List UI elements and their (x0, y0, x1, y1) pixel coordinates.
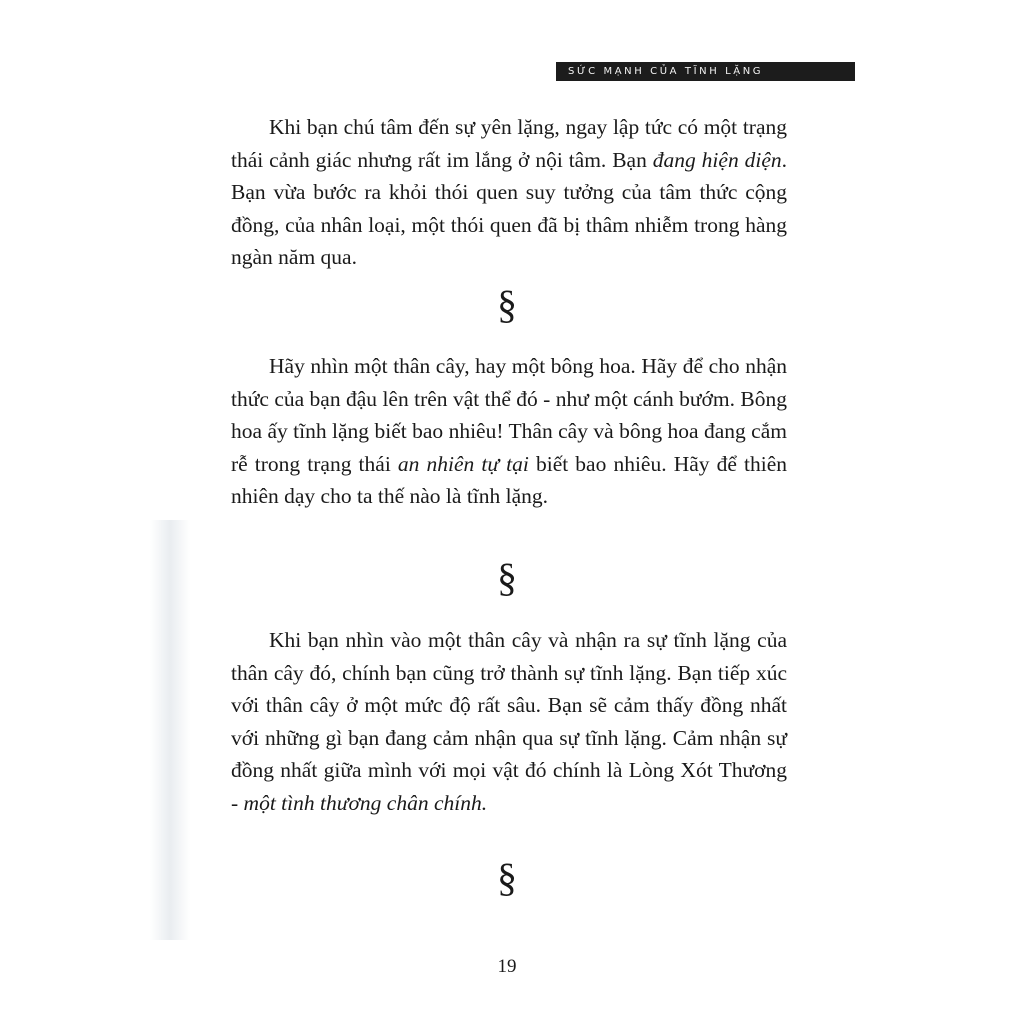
paragraph-run: . Bạn vừa bước ra khỏi thói quen suy tưởng của tâm thức cộng đồng, của nhân loại, một thói quen đã bị thâm nhiễm trong hàng ngàn năm qua. (231, 147, 787, 269)
page-number: 19 (497, 956, 517, 977)
section-separator: § (497, 855, 517, 900)
paragraph-run-italic: an nhiên tự tại (397, 451, 529, 476)
section-separator: § (497, 555, 517, 600)
paragraph-1 (231, 111, 787, 274)
paragraph-run: Hãy nhìn một thân cây, hay một bông hoa. Hãy để cho nhận thức của bạn đậu lên trên vật thể đó - như một cánh bướm. Bông hoa ấy tĩnh lặng biết bao nhiêu! Thân cây và bông hoa đang cắm rễ trong trạng thái (231, 354, 787, 476)
paragraph-run: Khi bạn nhìn vào một thân cây và nhận ra sự tĩnh lặng của thân cây đó, chính bạn cũng trở thành sự tĩnh lặng. Bạn tiếp xúc với thân cây ở một mức độ rất sâu. Bạn sẽ cảm thấy đồng nhất với những gì bạn đang cảm nhận qua sự tĩnh lặng. Cảm nhận sự đồng nhất giữa mình với mọi vật đó chính là Lòng Xót Thương - (231, 628, 787, 815)
running-header-title: SỨC MẠNH CỦA TĨNH LẶNG (568, 66, 764, 77)
paragraph-2 (231, 350, 787, 513)
paragraph-3 (231, 624, 787, 819)
paragraph-run-italic: một tình thương chân chính. (243, 790, 488, 815)
paragraph-run: biết bao nhiêu. Hãy để thiên nhiên dạy cho ta thế nào là tĩnh lặng. (231, 451, 787, 508)
paragraph-run: Khi bạn chú tâm đến sự yên lặng, ngay lập tức có một trạng thái cảnh giác nhưng rất im lắng ở nội tâm. Bạn (231, 115, 787, 172)
section-separator: § (497, 282, 517, 327)
running-header-bar (556, 62, 855, 81)
paragraph-run-italic: đang hiện diện (652, 147, 782, 172)
